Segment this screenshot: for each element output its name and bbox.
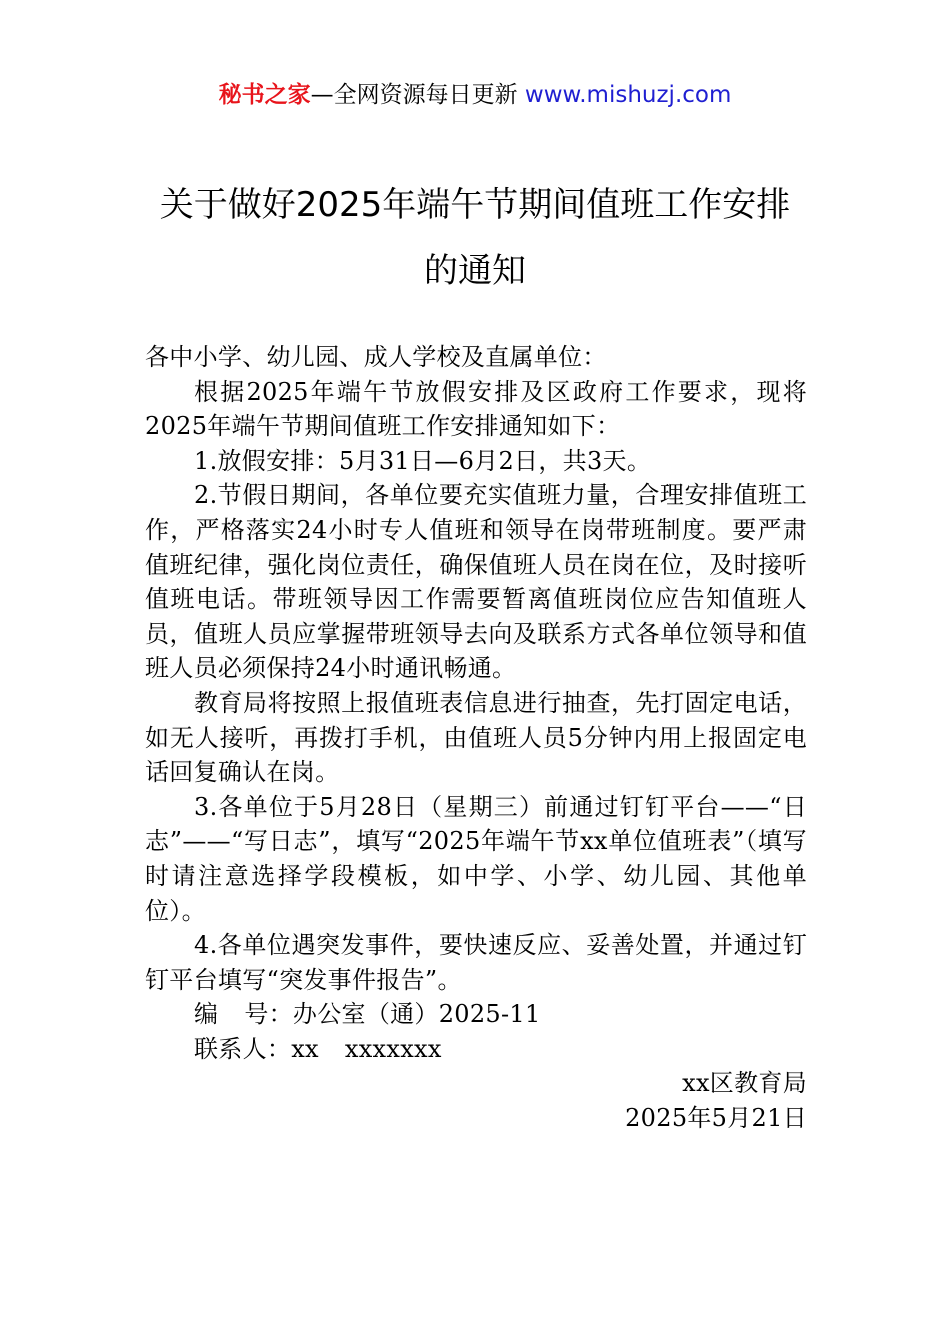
item-2-spot-check: 教育局将按照上报值班表信息进行抽查，先打固定电话，如无人接听，再拨打手机，由值班人员5分钟内用上报固定电话回复确认在岗。: [145, 688, 807, 787]
doc-number-label-a: 编: [194, 1000, 219, 1029]
item-3-submission: 3.各单位于5月28日（星期三）前通过钉钉平台——“日志”——“写日志”，填写“2025年端午节xx单位值班表”（填写时请注意选择学段模板，如中学、小学、幼儿园、其他单位）。: [145, 792, 807, 925]
banner-tagline: —全网资源每日更新: [310, 82, 525, 108]
contact-label: 联系人：: [194, 1034, 292, 1063]
contact-name: xx: [291, 1034, 319, 1063]
contact-line: [145, 1032, 807, 1067]
brand-name: 秘书之家: [218, 82, 311, 108]
signature-organization: xx区教育局: [682, 1069, 807, 1098]
title-line-2: 的通知: [424, 251, 526, 291]
signature-date: 2025年5月21日: [625, 1104, 807, 1133]
site-url-link[interactable]: www.mishuzj.com: [524, 82, 732, 108]
contact-phone: xxxxxxx: [344, 1034, 442, 1063]
document-title: [120, 172, 830, 304]
document-body: [145, 340, 807, 1136]
site-banner: [0, 78, 950, 112]
item-1-holiday-schedule: 1.放假安排：5月31日—6月2日，共3天。: [194, 446, 652, 475]
doc-number-value: 办公室（通）2025-11: [292, 1000, 541, 1029]
salutation: 各中小学、幼儿园、成人学校及直属单位：: [145, 343, 607, 371]
doc-number-label-b: 号：: [244, 1000, 293, 1029]
document-number: [145, 997, 807, 1032]
item-4-emergency: 4.各单位遇突发事件，要快速反应、妥善处置，并通过钉钉平台填写“突发事件报告”。: [145, 931, 807, 994]
intro-paragraph: 根据2025年端午节放假安排及区政府工作要求，现将2025年端午节期间值班工作安排通知如下：: [145, 377, 807, 441]
item-2-duty-requirements: 2.节假日期间，各单位要充实值班力量，合理安排值班工作，严格落实24小时专人值班和领导在岗带班制度。要严肃值班纪律，强化岗位责任，确保值班人员在岗在位，及时接听值班电话。带班领导因工作需要暂离值班岗位应告知值班人员，值班人员应掌握带班领导去向及联系方式各单位领导和值班人员必须保持24小时通讯畅通。: [145, 481, 807, 683]
title-line-1: 关于做好2025年端午节期间值班工作安排: [159, 185, 791, 225]
